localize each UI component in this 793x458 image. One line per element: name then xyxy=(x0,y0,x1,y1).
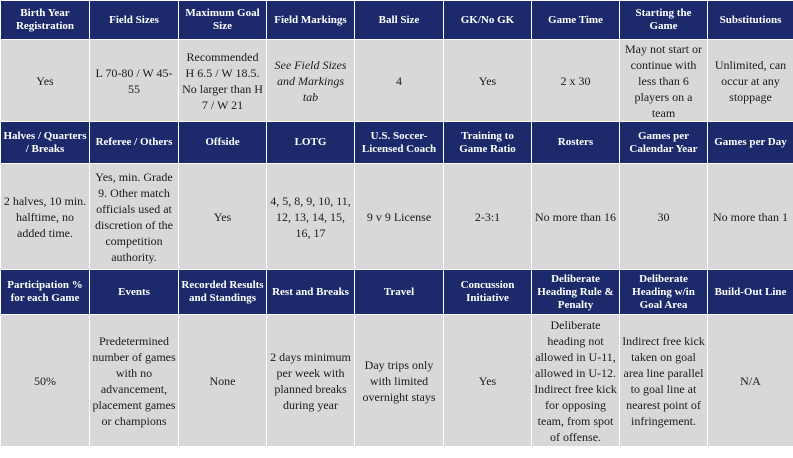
cell-events: Predetermined number of games with no advancement, placement games or champions xyxy=(90,315,179,447)
header-deliberate-heading-rule: Deliberate Heading Rule & Penalty xyxy=(532,270,620,315)
cell-concussion-initiative: Yes xyxy=(444,315,532,447)
cell-halves-quarters-breaks: 2 halves, 10 min. halftime, no added time. xyxy=(1,164,90,270)
header-halves-quarters-breaks: Halves / Quarters / Breaks xyxy=(1,122,90,164)
cell-substitutions: Unlimited, can occur at any stoppage xyxy=(708,40,793,122)
cell-travel: Day trips only with limited overnight stays xyxy=(355,315,444,447)
header-starting-the-game: Starting the Game xyxy=(620,1,708,40)
header-games-per-day: Games per Day xyxy=(708,122,793,164)
header-licensed-coach: U.S. Soccer-Licensed Coach xyxy=(355,122,444,164)
data-row-1 xyxy=(1,40,793,122)
header-concussion-initiative: Concussion Initiative xyxy=(444,270,532,315)
header-row-2 xyxy=(1,122,793,164)
cell-offside: Yes xyxy=(179,164,267,270)
header-rest-and-breaks: Rest and Breaks xyxy=(267,270,355,315)
data-row-2 xyxy=(1,164,793,270)
header-maximum-goal-size: Maximum Goal Size xyxy=(179,1,267,40)
cell-rosters: No more than 16 xyxy=(532,164,620,270)
cell-ball-size: 4 xyxy=(355,40,444,122)
cell-field-sizes: L 70-80 / W 45-55 xyxy=(90,40,179,122)
cell-deliberate-heading-goal-area: Indirect free kick taken on goal area line parallel to goal line at nearest point of infringement. xyxy=(620,315,708,447)
cell-field-markings-link[interactable]: See Field Sizes and Markings tab xyxy=(267,40,355,122)
header-events: Events xyxy=(90,270,179,315)
cell-licensed-coach: 9 v 9 License xyxy=(355,164,444,270)
cell-recorded-results: None xyxy=(179,315,267,447)
cell-participation: 50% xyxy=(1,315,90,447)
header-ball-size: Ball Size xyxy=(355,1,444,40)
cell-game-time: 2 x 30 xyxy=(532,40,620,122)
header-build-out-line: Build-Out Line xyxy=(708,270,793,315)
data-row-3 xyxy=(1,315,793,447)
cell-referee-others: Yes, min. Grade 9. Other match officials used at discretion of the competition authority. xyxy=(90,164,179,270)
header-field-sizes: Field Sizes xyxy=(90,1,179,40)
cell-gk-no-gk: Yes xyxy=(444,40,532,122)
header-offside: Offside xyxy=(179,122,267,164)
cell-build-out-line: N/A xyxy=(708,315,793,447)
header-row-1 xyxy=(1,1,793,40)
cell-games-per-day: No more than 1 xyxy=(708,164,793,270)
cell-lotg: 4, 5, 8, 9, 10, 11, 12, 13, 14, 15, 16, 17 xyxy=(267,164,355,270)
header-rosters: Rosters xyxy=(532,122,620,164)
cell-training-to-game-ratio: 2-3:1 xyxy=(444,164,532,270)
cell-rest-and-breaks: 2 days minimum per week with planned breaks during year xyxy=(267,315,355,447)
header-game-time: Game Time xyxy=(532,1,620,40)
header-field-markings: Field Markings xyxy=(267,1,355,40)
header-deliberate-heading-goal-area: Deliberate Heading w/in Goal Area xyxy=(620,270,708,315)
header-substitutions: Substitutions xyxy=(708,1,793,40)
header-participation: Participation % for each Game xyxy=(1,270,90,315)
header-row-3 xyxy=(1,270,793,315)
cell-deliberate-heading-rule: Deliberate heading not allowed in U-11, allowed in U-12. Indirect free kick for opposing team, from spot of offense. xyxy=(532,315,620,447)
header-lotg: LOTG xyxy=(267,122,355,164)
cell-starting-the-game: May not start or continue with less than 6 players on a team xyxy=(620,40,708,122)
header-training-to-game-ratio: Training to Game Ratio xyxy=(444,122,532,164)
header-referee-others: Referee / Others xyxy=(90,122,179,164)
cell-games-per-calendar-year: 30 xyxy=(620,164,708,270)
cell-maximum-goal-size: Recommended H 6.5 / W 18.5. No larger than H 7 / W 21 xyxy=(179,40,267,122)
header-games-per-calendar-year: Games per Calendar Year xyxy=(620,122,708,164)
header-gk-no-gk: GK/No GK xyxy=(444,1,532,40)
cell-birth-year-registration: Yes xyxy=(1,40,90,122)
header-travel: Travel xyxy=(355,270,444,315)
header-birth-year-registration: Birth Year Registration xyxy=(1,1,90,40)
header-recorded-results: Recorded Results and Standings xyxy=(179,270,267,315)
